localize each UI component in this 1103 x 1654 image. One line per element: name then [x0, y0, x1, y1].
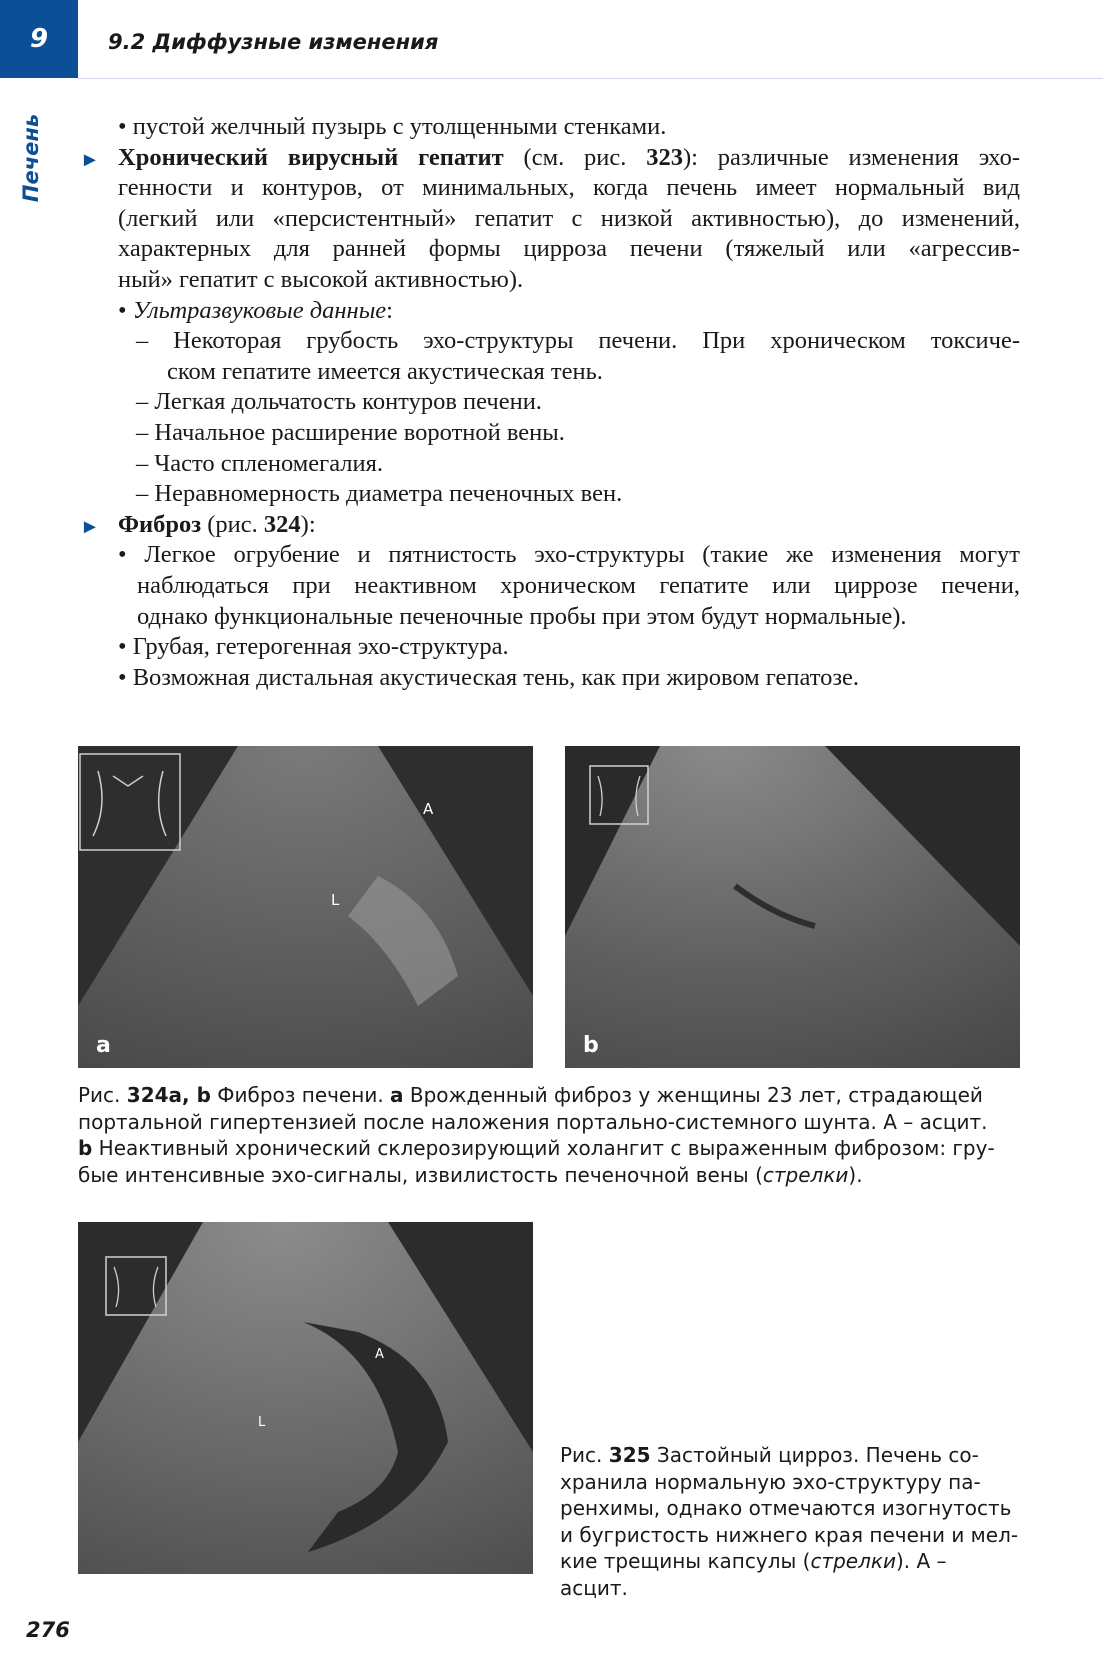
figure-ref: 324: [263, 510, 301, 538]
bold-term: Фиброз: [118, 510, 202, 538]
text-span: • Легкое огрубение и пятнистость эхо-структуры (такие же изменения могут: [118, 541, 1020, 569]
text-span: – Часто спленомегалия.: [136, 449, 384, 477]
italic-term: Ультразвуковые данные: [132, 296, 387, 324]
text-line: [118, 540, 1020, 571]
figure-letter-b: b: [583, 1033, 599, 1058]
text-line: [80, 510, 1020, 541]
text-span: генности и контуров, от минимальных, когда печень имеет нормальный вид: [118, 174, 1020, 202]
ultrasound-image-324b: [565, 746, 1020, 1068]
caption-line: [560, 1495, 1020, 1522]
caption-text: ренхимы, однако отмечаются изогнутость: [560, 1496, 1012, 1520]
caption-part-mark: a: [390, 1083, 404, 1107]
text-line: [137, 571, 1020, 602]
ultrasound-image-324a: [78, 746, 533, 1068]
caption-prefix: Рис.: [560, 1443, 609, 1467]
ascites-label: A: [375, 1347, 384, 1362]
text-span: • Возможная дистальная акустическая тень, как при жировом гепатозе.: [118, 663, 860, 691]
text-line: [118, 204, 1020, 235]
text-line: [136, 479, 1020, 510]
text-span: характерных для ранней формы цирроза печени (тяжелый или «агрессив-: [118, 235, 1020, 263]
caption-text: и бугристость нижнего края печени и мел-: [560, 1522, 1019, 1547]
caption-title: Фиброз печени.: [210, 1083, 391, 1107]
caption-line: [560, 1469, 1020, 1496]
text-span: (рис.: [201, 510, 264, 538]
text-line: [137, 602, 1020, 633]
chapter-number: 9: [29, 24, 49, 54]
body-text: [80, 112, 1020, 693]
liver-label: L: [331, 891, 340, 909]
ultrasound-svg: [565, 746, 1020, 1068]
arrow-icon: ►: [80, 148, 100, 171]
text-line: [136, 418, 1020, 449]
ascites-label: A: [423, 800, 434, 818]
text-span: (легкий или «персистентный» гепатит с низкой активностью), до изменений,: [118, 204, 1020, 232]
text-span: однако функциональные печеночные пробы при этом будут нормальные).: [137, 602, 907, 630]
text-span: – Некоторая грубость эхо-структуры печени. При хроническом токсиче-: [136, 327, 1020, 355]
bold-term: Хронический вирусный гепатит: [118, 143, 504, 171]
ultrasound-svg: [78, 746, 533, 1068]
side-label: [16, 108, 46, 208]
text-line: [136, 387, 1020, 418]
caption-line: [560, 1548, 1020, 1601]
text-span: ):: [300, 510, 316, 538]
caption-text: ).: [848, 1162, 863, 1187]
text-line: [136, 326, 1020, 357]
caption-text: ). А – асцит.: [560, 1549, 947, 1600]
caption-line: [560, 1522, 1020, 1549]
caption-part-mark: b: [78, 1136, 93, 1160]
text-span: •: [118, 296, 133, 324]
caption-text: Врожденный фиброз у женщины 23 лет, страдающей: [403, 1083, 983, 1107]
arrow-icon: ►: [80, 515, 100, 538]
text-line: [118, 663, 1020, 694]
text-line: [118, 296, 1020, 327]
caption-text: Застойный цирроз. Печень со-: [650, 1443, 979, 1467]
text-span: ный» гепатит с высокой активностью).: [118, 265, 524, 293]
ultrasound-svg: [78, 1222, 533, 1574]
text-span: наблюдаться при неактивном хроническом гепатите или циррозе печени,: [137, 571, 1020, 599]
caption-line: [560, 1442, 1020, 1469]
text-span: ): различные изменения эхо-: [683, 143, 1020, 171]
text-span: – Легкая дольчатость контуров печени.: [136, 388, 542, 416]
text-line: [80, 143, 1020, 174]
caption-line: [78, 1162, 1023, 1189]
side-label-text: Печень: [19, 113, 43, 203]
chapter-number-box: [0, 0, 78, 78]
caption-figure-number: 324a, b: [126, 1083, 211, 1107]
text-line: [167, 357, 1020, 388]
caption-text: кие трещины капсулы (: [560, 1549, 811, 1573]
text-span: • пустой желчный пузырь с утолщенными стенками.: [118, 113, 667, 140]
figure-caption-324: [78, 1082, 1023, 1188]
caption-text: Неактивный хронический склерозирующий холангит с выраженным фиброзом: гру-: [92, 1136, 995, 1160]
text-line: [118, 632, 1020, 663]
text-line: [136, 449, 1020, 480]
caption-italic: стрелки: [810, 1549, 896, 1573]
figure-caption-325: [560, 1442, 1020, 1601]
section-title: 9.2 Диффузные изменения: [108, 30, 439, 54]
figure-ref: 323: [646, 143, 683, 171]
liver-label: L: [258, 1415, 266, 1430]
figure-letter-a: a: [96, 1033, 111, 1058]
text-span: ском гепатите имеется акустическая тень.: [167, 357, 603, 385]
text-line: [118, 265, 1020, 296]
text-span: • Грубая, гетерогенная эхо-структура.: [118, 633, 509, 661]
caption-figure-number: 325: [608, 1443, 651, 1467]
text-span: (см. рис.: [503, 143, 647, 171]
caption-line: [78, 1135, 1023, 1162]
text-span: :: [386, 296, 393, 324]
caption-prefix: Рис.: [78, 1083, 127, 1107]
caption-italic: стрелки: [762, 1162, 849, 1187]
text-span: – Неравномерность диаметра печеночных вен.: [136, 480, 623, 508]
text-line: [118, 234, 1020, 265]
text-line: [118, 173, 1020, 204]
caption-text: бые интенсивные эхо-сигналы, извилистость печеночной вены (: [78, 1162, 763, 1187]
caption-text: хранила нормальную эхо-структуру па-: [560, 1469, 981, 1494]
ultrasound-image-325: [78, 1222, 533, 1574]
page-number: 276: [26, 1618, 70, 1642]
text-span: – Начальное расширение воротной вены.: [136, 418, 565, 446]
caption-line: [78, 1109, 1023, 1136]
caption-line: [78, 1082, 1023, 1109]
text-line: [118, 112, 1020, 143]
header-rule: [78, 78, 1103, 79]
caption-text: портальной гипертензией после наложения портально-системного шунта. А – асцит.: [78, 1109, 988, 1134]
